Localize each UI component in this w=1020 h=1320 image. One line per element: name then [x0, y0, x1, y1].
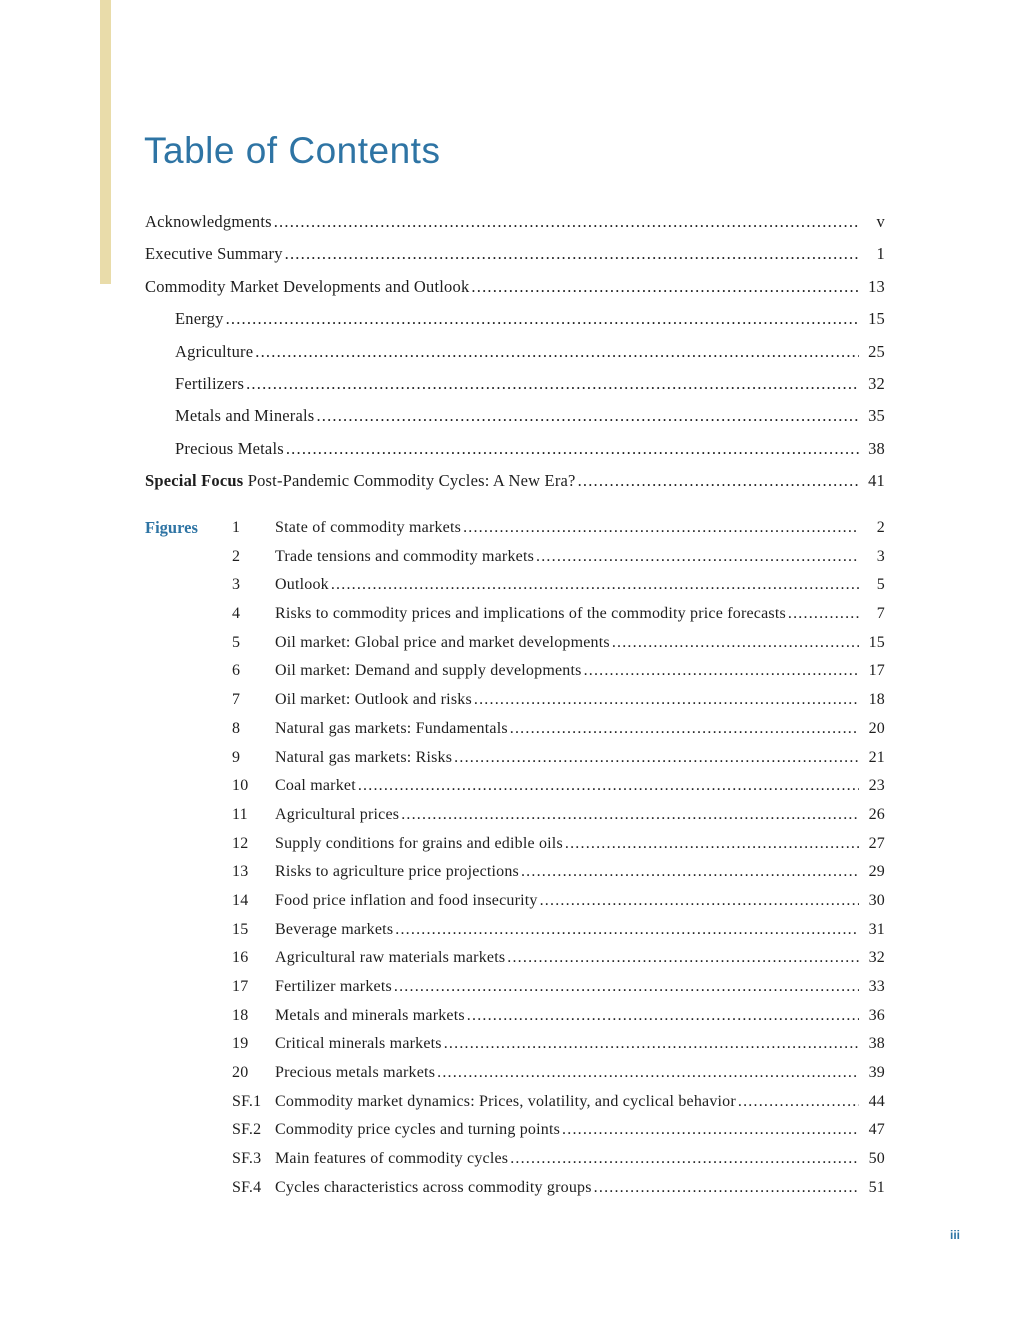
- figure-entry-page: 36: [868, 1006, 885, 1024]
- dot-leader: [584, 657, 859, 686]
- figure-entry-page: 23: [868, 777, 885, 795]
- dot-leader: [285, 238, 859, 270]
- figure-entry-label: Metals and minerals markets: [275, 1006, 465, 1024]
- figure-number: 4: [232, 605, 241, 623]
- figure-entry-page: 17: [868, 662, 885, 680]
- dot-leader: [562, 1116, 859, 1145]
- figure-entry[interactable]: [232, 1030, 885, 1059]
- toc-entry-page: 35: [868, 406, 885, 426]
- dot-leader: [578, 465, 859, 497]
- figure-number: 19: [232, 1035, 249, 1053]
- figure-number: SF.1: [232, 1092, 262, 1110]
- figure-entry[interactable]: [232, 916, 885, 945]
- figure-entry-page: 3: [876, 547, 885, 565]
- dot-leader: [471, 271, 859, 303]
- dot-leader: [612, 629, 859, 658]
- toc-entry-text: [175, 336, 253, 368]
- dot-leader: [246, 368, 859, 400]
- figure-entry[interactable]: [232, 830, 885, 859]
- figure-entry-page: 27: [868, 834, 885, 852]
- figure-entry[interactable]: [232, 686, 885, 715]
- toc-entry-text: [175, 400, 314, 432]
- toc-entry-label: Metals and Minerals: [175, 406, 315, 426]
- toc-entry-label: Commodity Market Developments and Outlook: [145, 276, 470, 296]
- dot-leader: [454, 744, 859, 773]
- toc-entry-text: [145, 206, 272, 238]
- toc-entry-label: Energy: [175, 309, 224, 329]
- dot-leader: [474, 686, 859, 715]
- figure-number: SF.2: [232, 1121, 262, 1139]
- figure-entry-label: Agricultural raw materials markets: [275, 949, 506, 967]
- figure-entry[interactable]: [232, 514, 885, 543]
- figure-number: 7: [232, 691, 241, 709]
- dot-leader: [510, 1145, 859, 1174]
- figure-entry-label: Precious metals markets: [275, 1064, 436, 1082]
- figure-entry-page: 15: [868, 633, 885, 651]
- figure-entry-label: Agricultural prices: [275, 805, 400, 823]
- figure-number: 10: [232, 777, 249, 795]
- figure-number: 2: [232, 547, 241, 565]
- figure-entry[interactable]: [232, 571, 885, 600]
- page-number: iii: [949, 1228, 960, 1242]
- toc-entry-page: 1: [876, 244, 885, 264]
- figure-entry[interactable]: [232, 657, 885, 686]
- toc-entry-label: Executive Summary: [145, 244, 283, 264]
- figure-entry[interactable]: [232, 887, 885, 916]
- toc-entry[interactable]: [145, 368, 885, 400]
- accent-stripe: [100, 0, 111, 284]
- figure-entry[interactable]: [232, 973, 885, 1002]
- figure-entry[interactable]: [232, 858, 885, 887]
- dot-leader: [401, 801, 859, 830]
- figure-number: SF.3: [232, 1150, 262, 1168]
- dot-leader: [536, 543, 859, 572]
- figure-entry-label: Main features of commodity cycles: [275, 1150, 509, 1168]
- toc-entry-page: 13: [868, 276, 885, 296]
- figure-number: 6: [232, 662, 241, 680]
- toc-entry-label: Agriculture: [175, 341, 254, 361]
- toc-entry[interactable]: [145, 238, 885, 270]
- figure-entry-label: Critical minerals markets: [275, 1035, 442, 1053]
- figure-number: 1: [232, 519, 241, 536]
- figure-number: 16: [232, 949, 249, 967]
- figure-entry[interactable]: [232, 1059, 885, 1088]
- figure-entry[interactable]: [232, 772, 885, 801]
- toc-entry[interactable]: [145, 271, 885, 303]
- figure-entry-page: 44: [868, 1092, 885, 1110]
- toc-entry[interactable]: [145, 465, 885, 497]
- figure-entry[interactable]: [232, 1174, 885, 1203]
- figure-number: 13: [232, 863, 249, 881]
- figure-entry-page: 33: [868, 978, 885, 995]
- toc-entry-page: 41: [868, 471, 885, 491]
- toc-entry[interactable]: [145, 400, 885, 432]
- figure-entry-label: Cycles characteristics across commodity groups: [275, 1178, 592, 1196]
- toc-entry-text: [175, 433, 284, 465]
- figure-entry[interactable]: [232, 1088, 885, 1117]
- figure-entry-label: Trade tensions and commodity markets: [275, 547, 535, 565]
- figure-entry-page: 5: [876, 576, 885, 594]
- figure-entry-page: 7: [876, 605, 885, 623]
- toc-entry-text: [175, 303, 224, 335]
- figure-entry-label: State of commodity markets: [275, 519, 462, 536]
- toc-entry-page: 38: [868, 438, 885, 458]
- figure-entry-label: Fertilizer markets: [275, 978, 392, 995]
- dot-leader: [510, 715, 859, 744]
- figure-entry[interactable]: [232, 801, 885, 830]
- figure-entry-label: Risks to commodity prices and implications of the commodity price forecasts: [275, 605, 786, 623]
- figure-entry-label: Food price inflation and food insecurity: [275, 891, 538, 909]
- figure-entry-page: 51: [868, 1178, 885, 1196]
- toc-entry[interactable]: [145, 206, 885, 238]
- toc-entry-page: 15: [868, 309, 885, 329]
- figure-entry-label: Oil market: Global price and market developments: [275, 633, 610, 651]
- figure-entry-label: Supply conditions for grains and edible oils: [275, 834, 563, 852]
- toc-entry[interactable]: [145, 433, 885, 465]
- toc-entry-page: 25: [868, 341, 885, 361]
- dot-leader: [331, 571, 859, 600]
- figure-entry-label: Oil market: Demand and supply developments: [275, 662, 582, 680]
- figure-number: 3: [232, 576, 241, 594]
- dot-leader: [394, 973, 859, 1002]
- figure-entry[interactable]: [232, 1002, 885, 1031]
- figure-entry-label: Commodity price cycles and turning points: [275, 1121, 561, 1139]
- toc-entry-label: Fertilizers: [175, 373, 245, 393]
- figure-entry[interactable]: [232, 744, 885, 773]
- figure-entry-page: 20: [868, 719, 885, 737]
- figure-entry[interactable]: [232, 944, 885, 973]
- figure-entry-page: 21: [868, 748, 885, 766]
- dot-leader: [255, 336, 859, 368]
- figure-number: 15: [232, 920, 249, 938]
- figure-number: 5: [232, 633, 241, 651]
- figure-number: 8: [232, 719, 241, 737]
- dot-leader: [226, 303, 859, 335]
- dot-leader: [594, 1174, 859, 1203]
- dot-leader: [358, 772, 859, 801]
- toc-entry-page: v: [876, 212, 885, 231]
- figure-entry[interactable]: [232, 629, 885, 658]
- toc-entry-text: [145, 271, 469, 303]
- figure-entry-label: Beverage markets: [275, 920, 394, 938]
- figure-entry-label: Commodity market dynamics: Prices, volatility, and cyclical behavior: [275, 1092, 736, 1110]
- figure-entry[interactable]: [232, 600, 885, 629]
- figure-entry-page: 39: [868, 1064, 885, 1082]
- toc-entry[interactable]: [145, 336, 885, 368]
- dot-leader: [788, 600, 859, 629]
- toc-entry-label: Acknowledgments: [145, 212, 272, 231]
- figure-entry[interactable]: [232, 1145, 885, 1174]
- figure-entry[interactable]: [232, 543, 885, 572]
- dot-leader: [274, 206, 859, 238]
- contents-list: [145, 206, 885, 498]
- figure-number: 12: [232, 834, 249, 852]
- figure-entry-label: Natural gas markets: Fundamentals: [275, 719, 508, 737]
- figure-number: SF.4: [232, 1178, 262, 1196]
- figure-number: 9: [232, 748, 241, 766]
- figure-entry-label: Natural gas markets: Risks: [275, 748, 453, 766]
- figure-entry-page: 2: [876, 519, 885, 536]
- figure-entry[interactable]: [232, 1116, 885, 1145]
- figure-entry-page: 18: [868, 691, 885, 709]
- toc-entry-label: Post-Pandemic Commodity Cycles: A New Era?: [247, 471, 576, 491]
- figure-entry-label: Risks to agriculture price projections: [275, 863, 519, 881]
- dot-leader: [463, 514, 859, 543]
- toc-entry-text: [145, 465, 576, 497]
- figure-entry-page: 47: [868, 1121, 885, 1139]
- figure-entry-page: 31: [868, 920, 885, 938]
- dot-leader: [395, 916, 859, 945]
- dot-leader: [286, 433, 859, 465]
- dot-leader: [540, 887, 859, 916]
- figure-number: 17: [232, 978, 249, 995]
- dot-leader: [437, 1059, 859, 1088]
- figure-entry-page: 26: [868, 805, 885, 823]
- toc-entry[interactable]: [145, 303, 885, 335]
- figure-number: 14: [232, 891, 249, 909]
- figure-entry[interactable]: [232, 715, 885, 744]
- toc-entry-bold-prefix: Special Focus: [145, 471, 244, 491]
- dot-leader: [738, 1088, 859, 1117]
- figure-entry-page: 50: [868, 1150, 885, 1168]
- page-title: Table of Contents: [144, 130, 441, 171]
- figure-entry-label: Coal market: [275, 777, 356, 795]
- dot-leader: [444, 1030, 859, 1059]
- figure-number: 18: [232, 1006, 249, 1024]
- figure-entry-page: 29: [868, 863, 885, 881]
- dot-leader: [521, 858, 859, 887]
- figure-number: 20: [232, 1064, 249, 1082]
- toc-entry-page: 32: [868, 373, 885, 393]
- figure-entry-page: 30: [868, 891, 885, 909]
- figures-list: [232, 514, 885, 1203]
- figure-number: 11: [232, 805, 248, 823]
- figures-section: [145, 514, 885, 1203]
- dot-leader: [316, 400, 859, 432]
- dot-leader: [565, 830, 859, 859]
- figure-entry-label: Oil market: Outlook and risks: [275, 691, 472, 709]
- figure-entry-page: 32: [868, 949, 885, 967]
- figure-entry-label: Outlook: [275, 576, 329, 594]
- dot-leader: [507, 944, 859, 973]
- figures-heading: Figures: [145, 518, 198, 537]
- toc-entry-text: [175, 368, 244, 400]
- dot-leader: [467, 1002, 859, 1031]
- toc-entry-label: Precious Metals: [175, 438, 284, 458]
- toc-entry-text: [145, 238, 283, 270]
- figure-entry-page: 38: [868, 1035, 885, 1053]
